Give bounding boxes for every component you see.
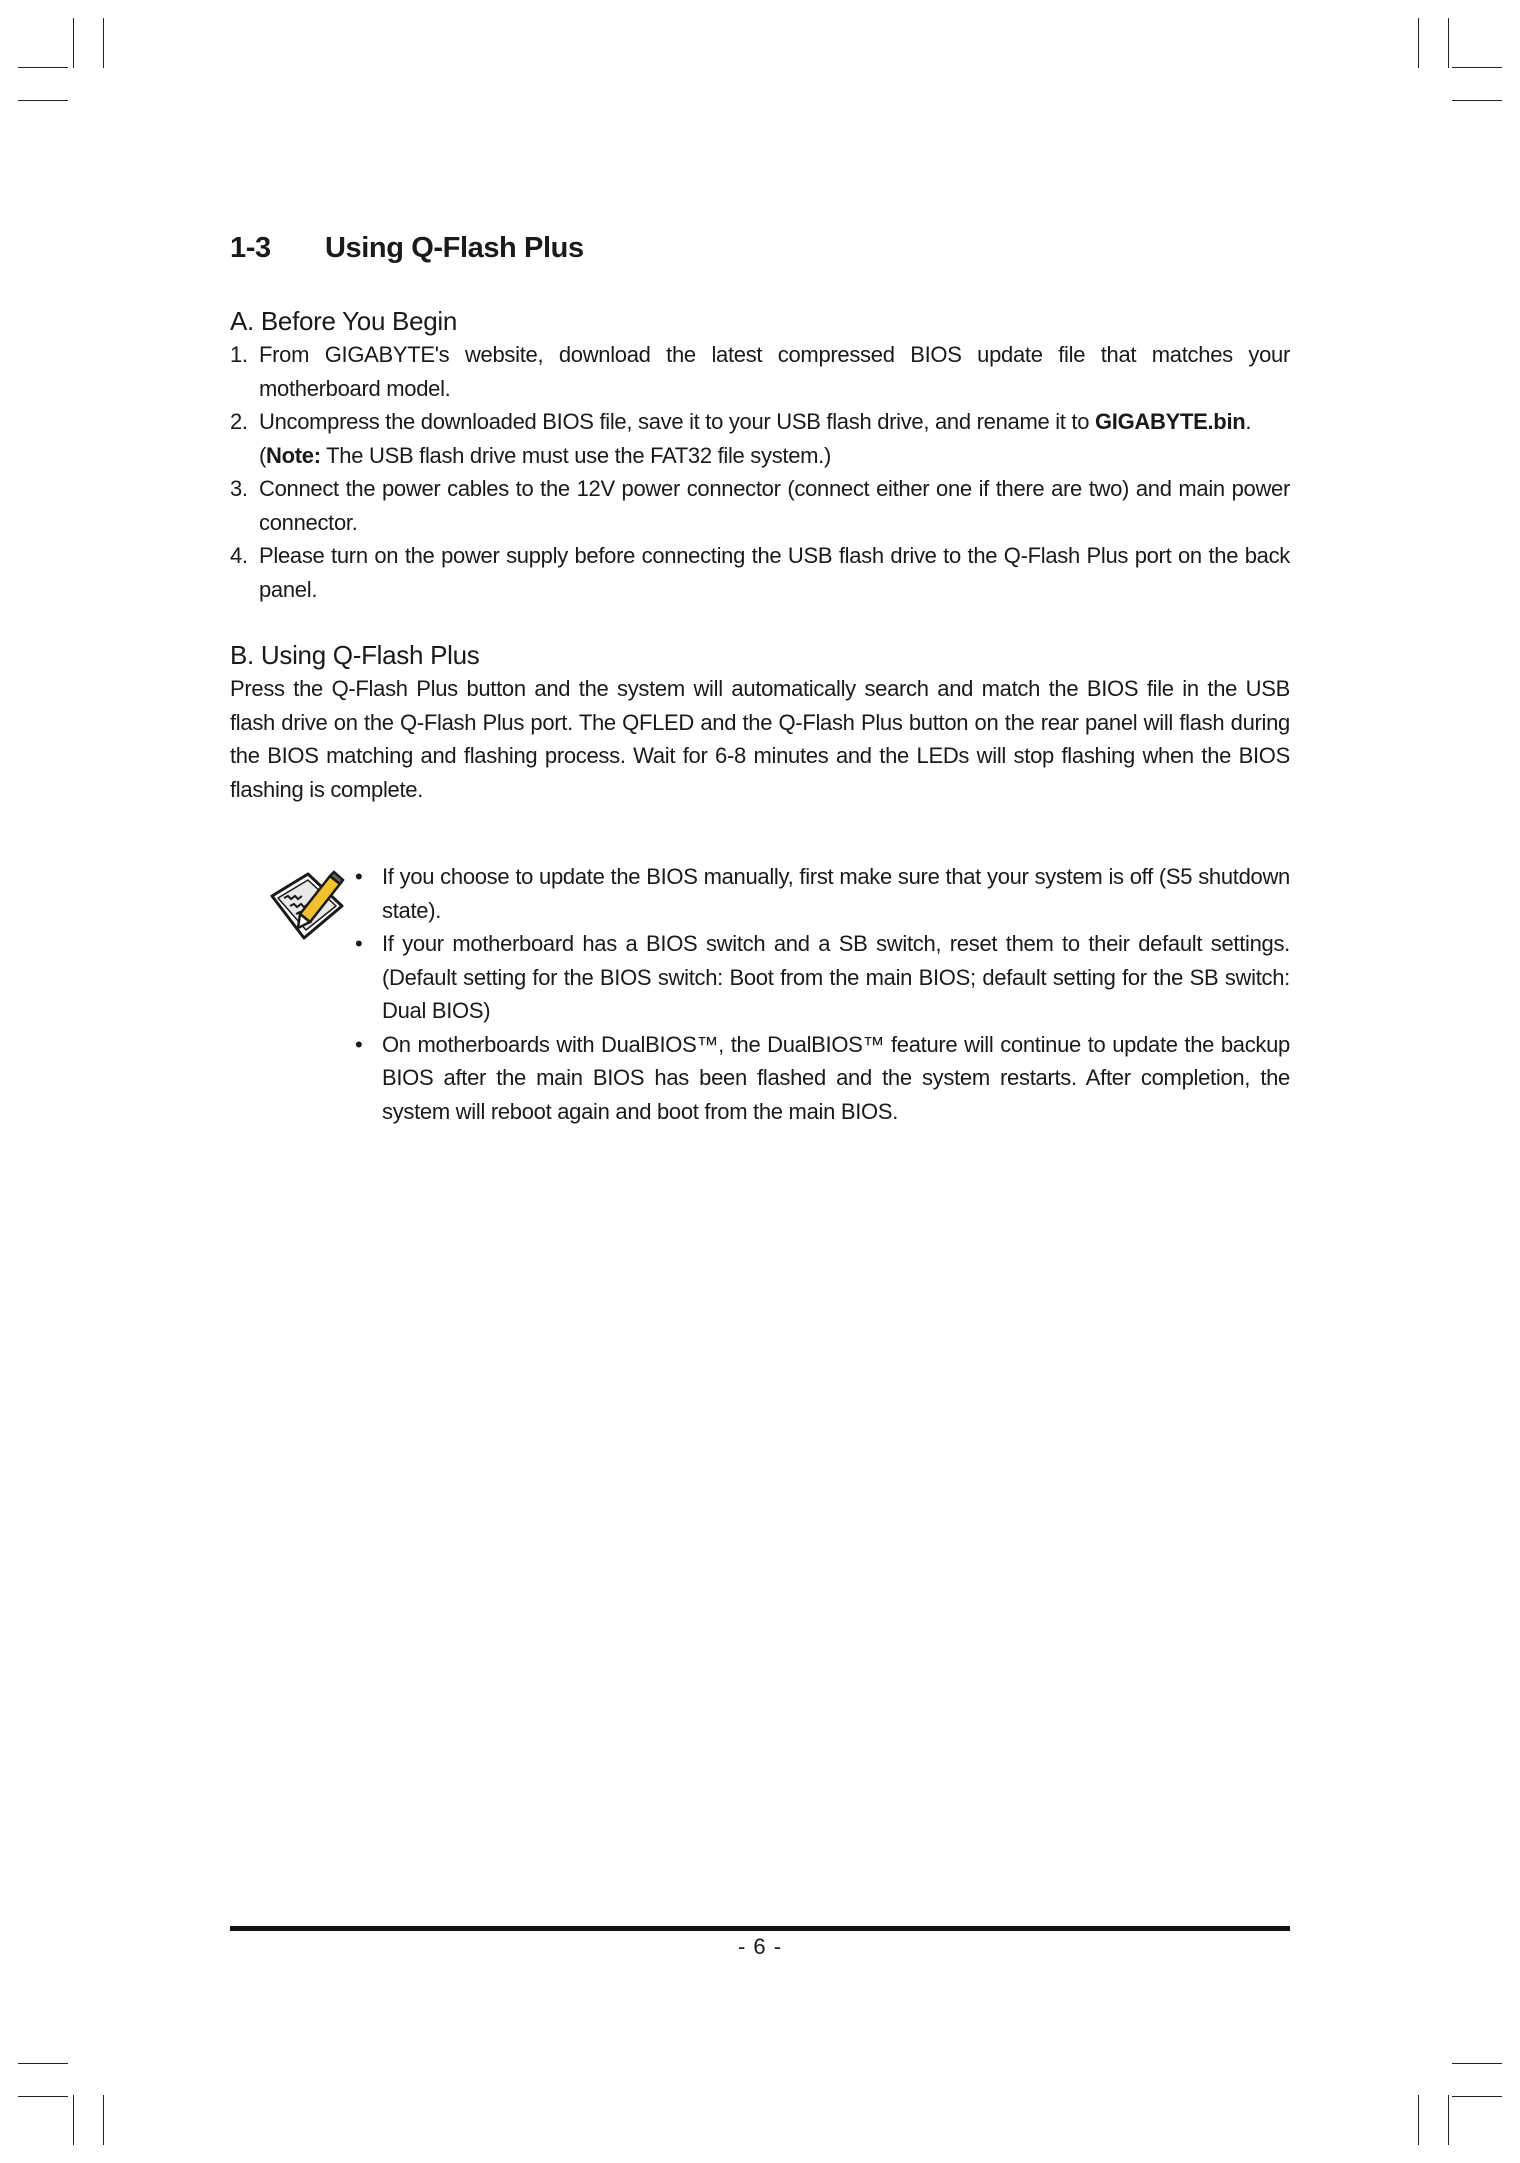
- crop-mark: [73, 18, 74, 68]
- note-item: [355, 1028, 1290, 1129]
- footer-rule: [230, 1926, 1290, 1931]
- list-number: 1.: [230, 342, 248, 367]
- crop-mark: [1448, 2095, 1449, 2145]
- note-item: [355, 927, 1290, 1028]
- crop-mark: [1452, 67, 1502, 68]
- bullet: •: [355, 864, 363, 889]
- crop-mark: [18, 67, 68, 68]
- note-open: (: [259, 442, 267, 468]
- crop-mark: [18, 2096, 68, 2097]
- section-title-text: Using Q-Flash Plus: [325, 232, 584, 264]
- crop-mark: [1418, 2095, 1419, 2145]
- note-item: [355, 860, 1290, 927]
- list-number: 4.: [230, 543, 248, 568]
- crop-mark: [103, 2095, 104, 2145]
- list-text: Uncompress the downloaded BIOS file, save it to your USB flash drive, and rename it to: [259, 409, 1095, 434]
- note-item-text: If your motherboard has a BIOS switch and a SB switch, reset them to their default settings. (Default setting for the BIOS switch: Boot from the main BIOS; default setting for the SB switch: Dual BIOS): [382, 931, 1290, 1023]
- page-number: - 6 -: [737, 1934, 783, 1959]
- note-pencil-icon: [268, 866, 348, 946]
- note-item-text: If you choose to update the BIOS manually, first make sure that your system is off (S5 shutdown state).: [382, 864, 1290, 923]
- crop-mark: [1448, 18, 1449, 68]
- list-text-end: .: [1245, 409, 1252, 434]
- using-paragraph: Press the Q-Flash Plus button and the system will automatically search and match the BIOS file in the USB flash drive on the Q-Flash Plus port. The QFLED and the Q-Flash Plus button on the rear panel will flash during the BIOS matching and flashing process. Wait for 6-8 minutes and the LEDs will stop flashing when the BIOS flashing is complete.: [230, 676, 1290, 802]
- bullet: •: [355, 1031, 363, 1057]
- notes-list: [230, 860, 1290, 1128]
- list-item: [230, 338, 1290, 405]
- list-text: From GIGABYTE's website, download the latest compressed BIOS update file that matches your motherboard model.: [259, 342, 1290, 401]
- subsection-title-using: B. Using Q-Flash Plus: [230, 640, 480, 670]
- section-title: [230, 228, 1290, 268]
- list-text: Connect the power cables to the 12V power connector (connect either one if there are two) and main power connector.: [259, 476, 1290, 535]
- crop-mark: [103, 18, 104, 68]
- list-item: [230, 472, 1290, 539]
- section-number: 1-3: [230, 232, 271, 264]
- note-item-text: On motherboards with DualBIOS™, the DualBIOS™ feature will continue to update the backup BIOS after the main BIOS has been flashed and the system restarts. After completion, the system will reboot again and boot from the main BIOS.: [382, 1031, 1290, 1124]
- crop-mark: [1452, 100, 1502, 101]
- filename-bold: GIGABYTE.bin: [1095, 409, 1246, 434]
- crop-mark: [73, 2095, 74, 2145]
- crop-mark: [1452, 2063, 1502, 2064]
- list-item: [230, 405, 1290, 472]
- subsection-title-before-begin: A. Before You Begin: [230, 306, 458, 336]
- list-number: 3.: [230, 476, 248, 501]
- page-content: [230, 228, 1290, 1128]
- crop-mark: [1418, 18, 1419, 68]
- crop-mark: [18, 2063, 68, 2064]
- note-label: Note:: [266, 442, 321, 468]
- list-text: Please turn on the power supply before connecting the USB flash drive to the Q-Flash Plus port on the back panel.: [259, 543, 1290, 602]
- list-item: [230, 539, 1290, 606]
- note-block: [230, 860, 1290, 1128]
- crop-mark: [1452, 2096, 1502, 2097]
- list-number: 2.: [230, 409, 248, 434]
- crop-mark: [18, 100, 68, 101]
- before-begin-list: [230, 338, 1290, 606]
- bullet: •: [355, 931, 363, 956]
- note-text: The USB flash drive must use the FAT32 file system.): [320, 442, 832, 468]
